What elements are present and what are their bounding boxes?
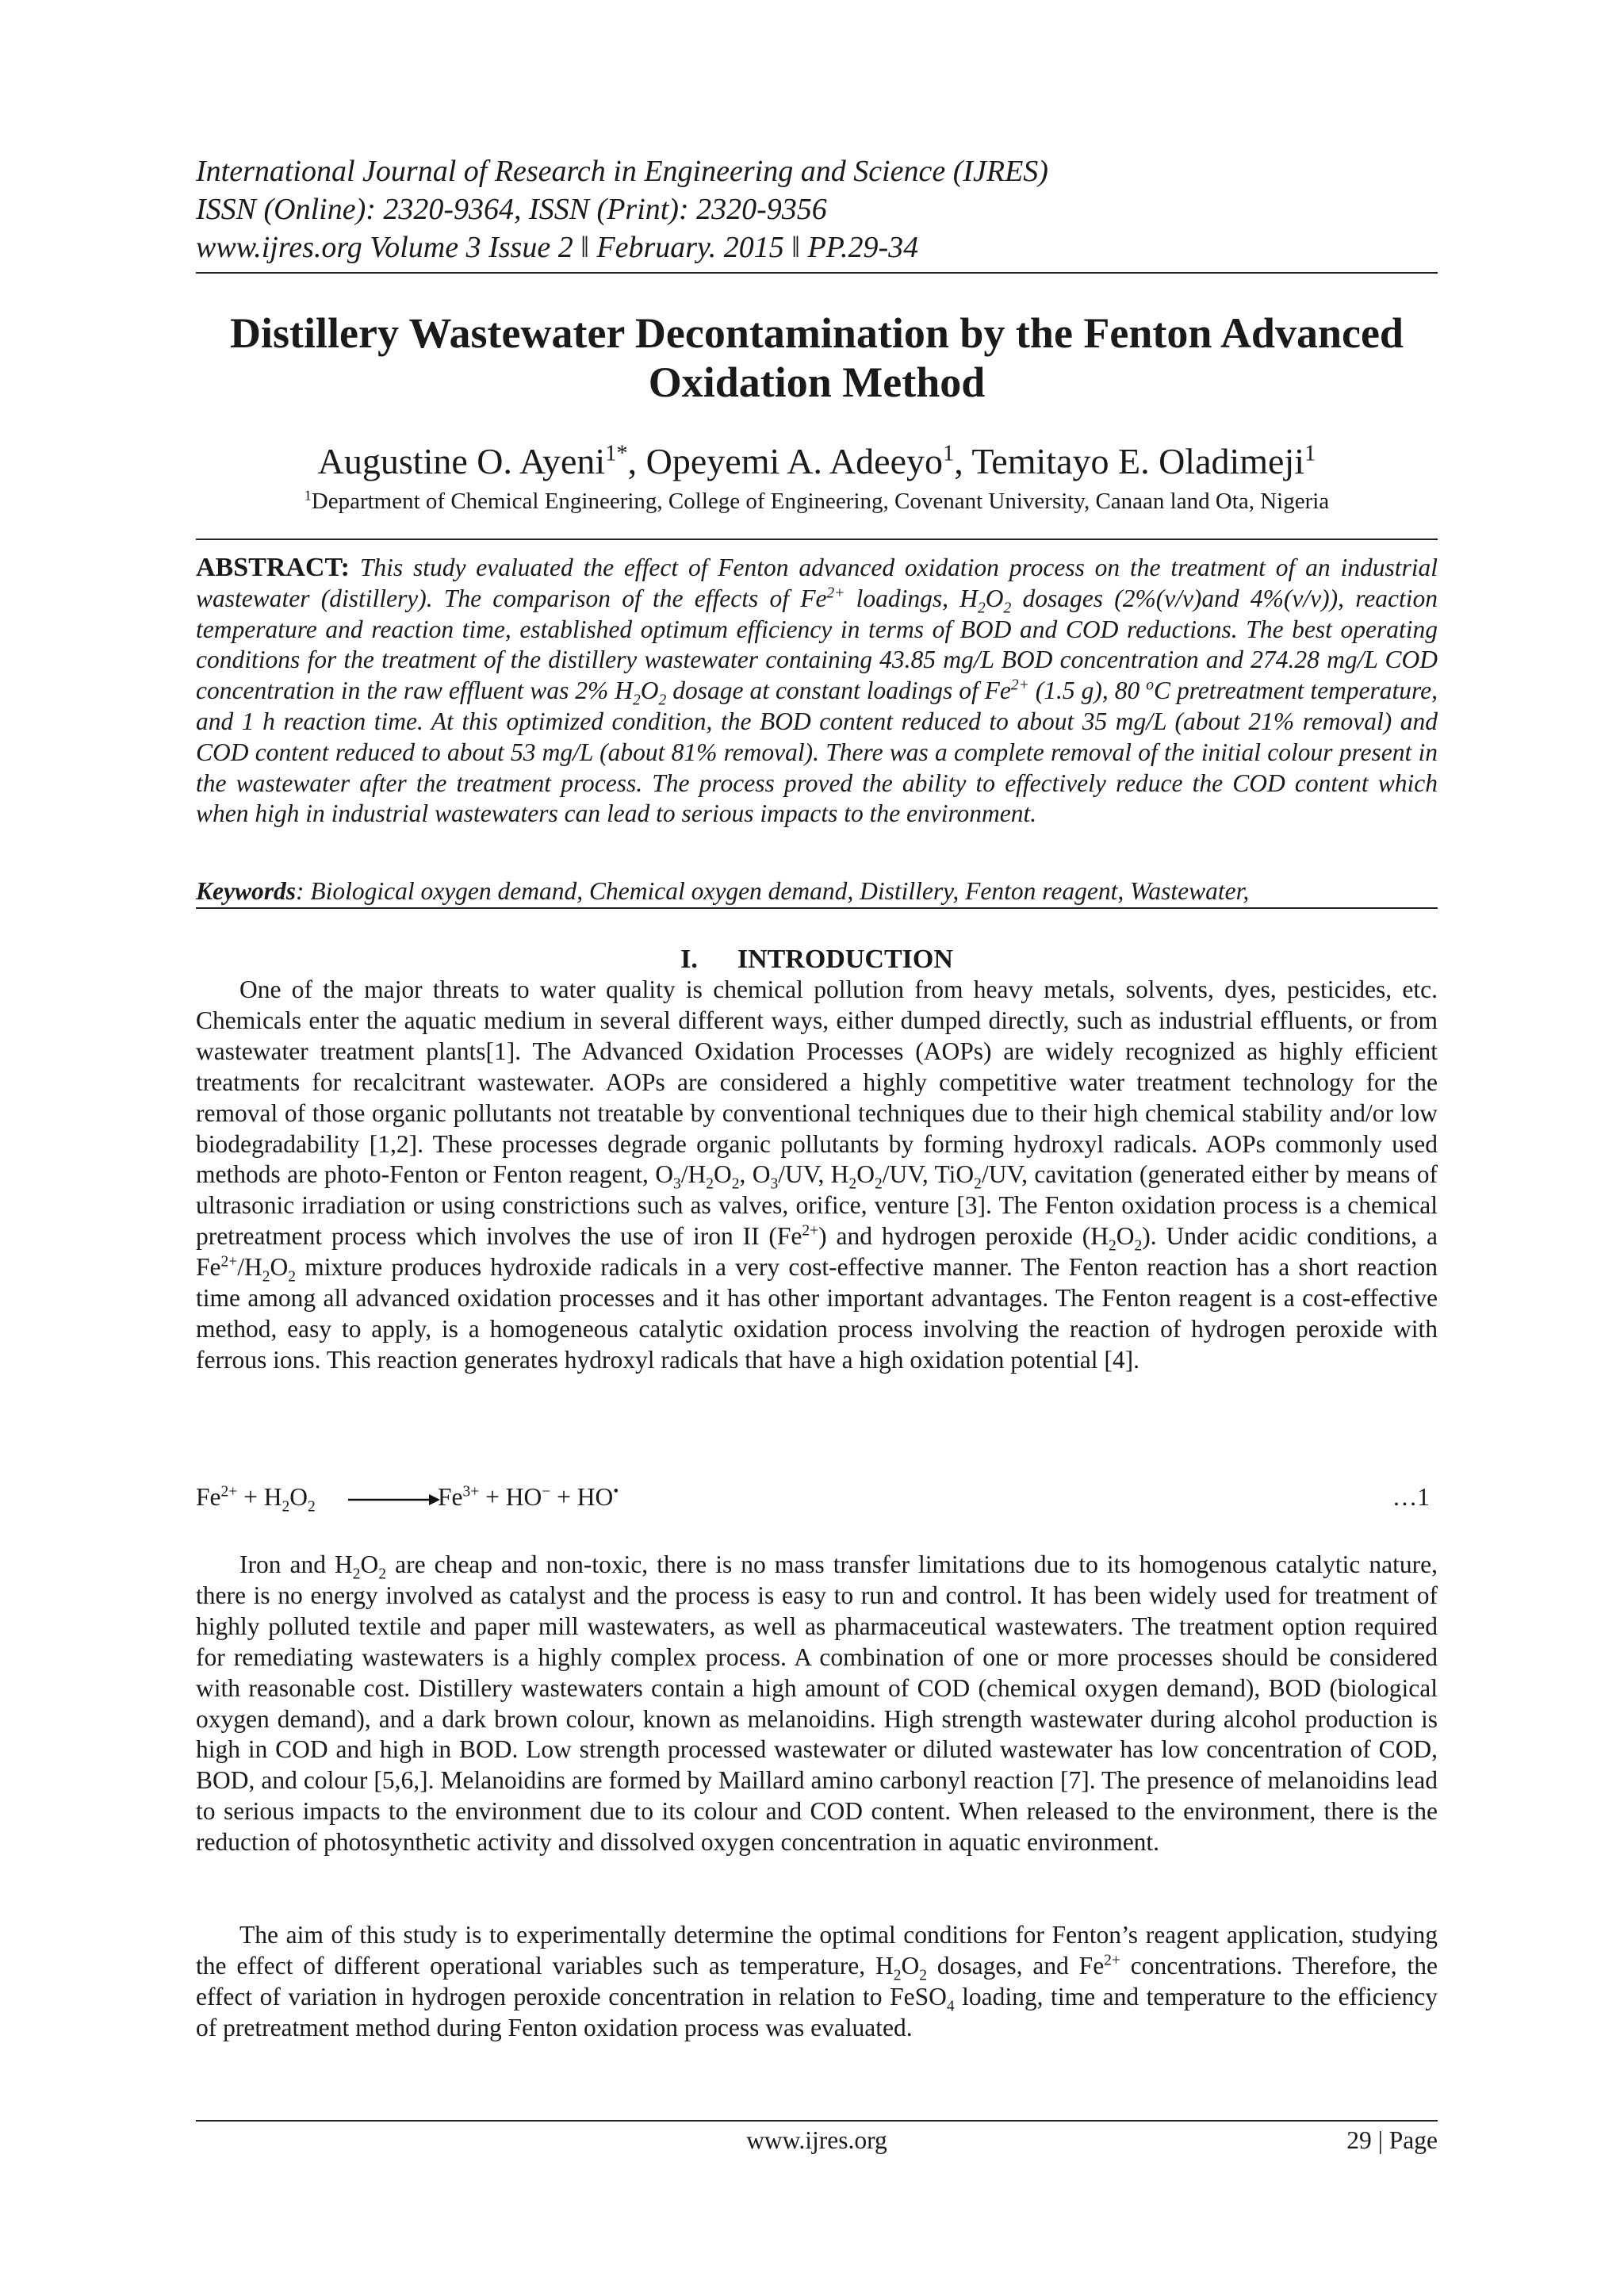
section-heading <box>196 944 1438 976</box>
author-3: Temitayo E. Oladimeji <box>971 441 1305 481</box>
subscript: 2 <box>848 1175 857 1193</box>
subscript: 2 <box>919 1967 928 1984</box>
text-run: The aim of this study is to experimentally determine the optimal conditions for Fenton’s reagent application, studying the effect of different operational variables such as temperature, H <box>196 1921 1438 1980</box>
eq-sup: − <box>542 1483 551 1501</box>
page-footer <box>196 2125 1438 2157</box>
abstract-sup: o <box>1146 677 1154 694</box>
equation-1 <box>196 1482 1438 1514</box>
subscript: 2 <box>731 1175 740 1193</box>
subscript: 4 <box>946 1998 955 2015</box>
text-run: ). Under acidic conditions, a Fe <box>196 1222 1438 1282</box>
subscript: 2 <box>1108 1237 1116 1255</box>
author-2: Opeyemi A. Adeeyo <box>645 441 943 481</box>
author-2-mark: 1 <box>942 441 955 466</box>
text-run: O <box>856 1160 875 1189</box>
author-1-mark: 1* <box>605 441 628 466</box>
eq-run: + HO <box>479 1483 542 1511</box>
abstract-sub: 2 <box>1003 600 1012 617</box>
equation-lhs <box>196 1482 316 1516</box>
superscript: 2+ <box>220 1253 238 1271</box>
abstract-sup: 2+ <box>826 585 845 602</box>
equation-number: …1 <box>1392 1483 1430 1511</box>
abstract <box>196 553 1438 830</box>
subscript: 3 <box>672 1175 681 1193</box>
superscript: 2+ <box>802 1222 819 1240</box>
keywords <box>196 876 1438 907</box>
abstract-run: (1.5 g), 80 <box>1028 677 1147 705</box>
eq-run: Fe <box>438 1483 463 1511</box>
text-run: ) and hydrogen peroxide (H <box>818 1222 1109 1251</box>
abstract-top-rule <box>196 539 1438 540</box>
subscript: 2 <box>1134 1237 1143 1255</box>
eq-run: + HO <box>550 1483 614 1511</box>
abstract-text <box>196 554 1438 827</box>
section-number: I. <box>680 945 698 974</box>
superscript: 2+ <box>1104 1952 1120 1969</box>
text-run: dosages, and Fe <box>927 1951 1105 1980</box>
footer-site: www.ijres.org <box>746 2126 887 2154</box>
eq-sub: 2 <box>282 1498 290 1516</box>
eq-sup: • <box>613 1483 619 1501</box>
text-run: O <box>714 1160 732 1189</box>
eq-sup: 2+ <box>220 1483 238 1501</box>
eq-run: O <box>289 1483 308 1511</box>
title-line-1: Distillery Wastewater Decontamination by the Fenton Advanced <box>230 309 1404 357</box>
text-run: are cheap and non-toxic, there is no mass transfer limitations due to its homogenous catalytic nature, there is no energy involved as catalyst and the process is easy to run and control. It has been widely used for treatment of highly polluted textile and paper mill wastewaters, as well as pharmaceutical wastewaters. The treatment option required for remediating wastewaters is a highly complex process. A combination of one or more processes should be considered with reasonable cost. Distillery wastewaters contain a high amount of COD (chemical oxygen demand), BOD (biological oxygen demand), and a dark brown colour, known as melanoidins. High strength wastewater during alcohol production is high in COD and high in BOD. Low strength processed wastewater or diluted wastewater has low concentration of COD, BOD, and colour [5,6,]. Melanoidins are formed by Maillard amino carbonyl reaction [7]. The presence of melanoidins lead to serious impacts to the environment due to its colour and COD content. When released to the environment, there is the reduction of photosynthetic activity and dissolved oxygen concentration in aquatic environment. <box>196 1550 1438 1857</box>
header-rule <box>196 272 1438 274</box>
author-3-mark: 1 <box>1304 441 1316 466</box>
footer-rule <box>196 2120 1438 2122</box>
author-separator: , <box>627 441 646 481</box>
paragraph-text <box>196 1550 1438 1858</box>
abstract-run: This study evaluated the effect of Fenton advanced oxidation process on the treatment of an industrial wastewater (distillery). The comparison of the effects of Fe <box>196 554 1438 612</box>
subscript: 2 <box>874 1175 883 1193</box>
journal-volume: www.ijres.org Volume 3 Issue 2 ǁ February. 2015 ǁ PP.29-34 <box>196 231 919 264</box>
subscript: 2 <box>706 1175 714 1193</box>
author-list <box>196 441 1438 482</box>
journal-issn: ISSN (Online): 2320-9364, ISSN (Print): 2320-9356 <box>196 193 827 226</box>
text-run: , O <box>739 1160 771 1189</box>
intro-paragraph-3 <box>196 1920 1438 2044</box>
text-run: /UV, TiO <box>882 1160 975 1189</box>
abstract-run: O <box>985 584 1004 612</box>
eq-run: Fe <box>196 1483 221 1511</box>
paragraph-text <box>196 1920 1438 2044</box>
title-line-2: Oxidation Method <box>648 358 986 406</box>
affiliation-mark: 1 <box>304 487 312 504</box>
keywords-rule <box>196 907 1438 909</box>
abstract-label: ABSTRACT: <box>196 553 350 582</box>
author-1: Augustine O. Ayeni <box>317 441 606 481</box>
subscript: 3 <box>770 1175 779 1193</box>
affiliation-text: Department of Chemical Engineering, College of Engineering, Covenant University, Canaan land Ota, Nigeria <box>311 489 1330 514</box>
abstract-run: C pretreatment temperature, and 1 h reaction time. At this optimized condition, the BOD content reduced to about 35 mg/L (about 21% removal) and COD content reduced to about 53 mg/L (about 81% removal). There was a complete removal of the initial colour present in the wastewater after the treatment process. The process proved the ability to effectively reduce the COD content which when high in industrial wastewaters can lead to serious impacts to the environment. <box>196 677 1438 828</box>
abstract-run: dosage at constant loadings of Fe <box>666 677 1011 705</box>
text-run: O <box>270 1253 289 1282</box>
subscript: 2 <box>288 1268 297 1286</box>
text-run: O <box>1116 1222 1135 1251</box>
text-run: O <box>901 1951 920 1980</box>
text-run: /UV, H <box>778 1160 849 1189</box>
abstract-sub: 2 <box>658 692 667 709</box>
abstract-run: loadings, H <box>845 584 978 612</box>
subscript: 2 <box>378 1566 387 1583</box>
intro-paragraph-1 <box>196 975 1438 1376</box>
eq-sup: 3+ <box>462 1483 480 1501</box>
affiliation <box>196 487 1438 516</box>
text-run: loading, time and temperature to the efficiency of pretreatment method during Fenton oxidation process was evaluated. <box>196 1982 1438 2041</box>
text-run: /H <box>680 1160 707 1189</box>
abstract-sub: 2 <box>633 692 641 709</box>
subscript: 2 <box>974 1175 982 1193</box>
abstract-sub: 2 <box>977 600 986 617</box>
text-run: concentrations. Therefore, the effect of variation in hydrogen peroxide concentration in relation to FeSO <box>196 1951 1438 2010</box>
abstract-sup: 2+ <box>1010 677 1029 694</box>
text-run: /UV, cavitation (generated either by means of ultrasonic irradiation or using constrictions such as valves, orifice, venture [3]. The Fenton oxidation process is a chemical pretreatment process which involves the use of iron II (Fe <box>196 1160 1438 1251</box>
text-run: mixture produces hydroxide radicals in a very cost-effective manner. The Fenton reaction has a short reaction time among all advanced oxidation processes and it has other important advantages. The Fenton reagent is a cost-effective method, easy to apply, is a homogeneous catalytic oxidation process involving the reaction of hydrogen peroxide with ferrous ions. This reaction generates hydroxyl radicals that have a high oxidation potential [4]. <box>196 1253 1438 1374</box>
author-separator: , <box>954 441 972 481</box>
subscript: 2 <box>893 1967 902 1984</box>
text-run: One of the major threats to water quality is chemical pollution from heavy metals, solvents, dyes, pesticides, etc. Chemicals enter the aquatic medium in several different ways, either dumped directly, such as industrial effluents, or from wastewater treatment plants[1]. The Advanced Oxidation Processes (AOPs) are widely recognized as highly efficient treatments for recalcitrant wastewater. AOPs are considered a highly competitive water treatment technology for the removal of those organic pollutants not treatable by conventional techniques due to their high chemical stability and/or low biodegradability [1,2]. These processes degrade organic pollutants by forming hydroxyl radicals. AOPs commonly used methods are photo-Fenton or Fenton reagent, O <box>196 976 1438 1189</box>
text-run: /H <box>237 1253 262 1282</box>
eq-sub: 2 <box>308 1498 316 1516</box>
equation-rhs <box>438 1482 619 1512</box>
journal-name: International Journal of Research in Engineering and Science (IJRES) <box>196 155 1048 188</box>
page-number: 29 | Page <box>1346 2126 1438 2154</box>
paper-title <box>196 309 1438 407</box>
paragraph-text <box>196 975 1438 1376</box>
text-run: O <box>360 1550 379 1578</box>
keywords-text: : Biological oxygen demand, Chemical oxygen demand, Distillery, Fenton reagent, Wastewater, <box>296 877 1250 905</box>
keywords-label: Keywords <box>196 877 296 905</box>
reaction-arrow-icon <box>347 1482 442 1514</box>
abstract-run: O <box>640 677 659 705</box>
subscript: 2 <box>352 1566 361 1583</box>
text-run: Iron and H <box>239 1550 353 1578</box>
section-title: INTRODUCTION <box>737 945 953 974</box>
subscript: 2 <box>262 1268 270 1286</box>
journal-header <box>196 152 1438 266</box>
eq-run: + H <box>237 1483 282 1511</box>
abstract-run: dosages (2%(v/v)and 4%(v/v)), reaction temperature and reaction time, established optimum efficiency in terms of BOD and COD reductions. The best operating conditions for the treatment of the distillery wastewater containing 43.85 mg/L BOD concentration and 274.28 mg/L COD concentration in the raw effluent was 2% H <box>196 584 1438 705</box>
intro-paragraph-2 <box>196 1550 1438 1858</box>
